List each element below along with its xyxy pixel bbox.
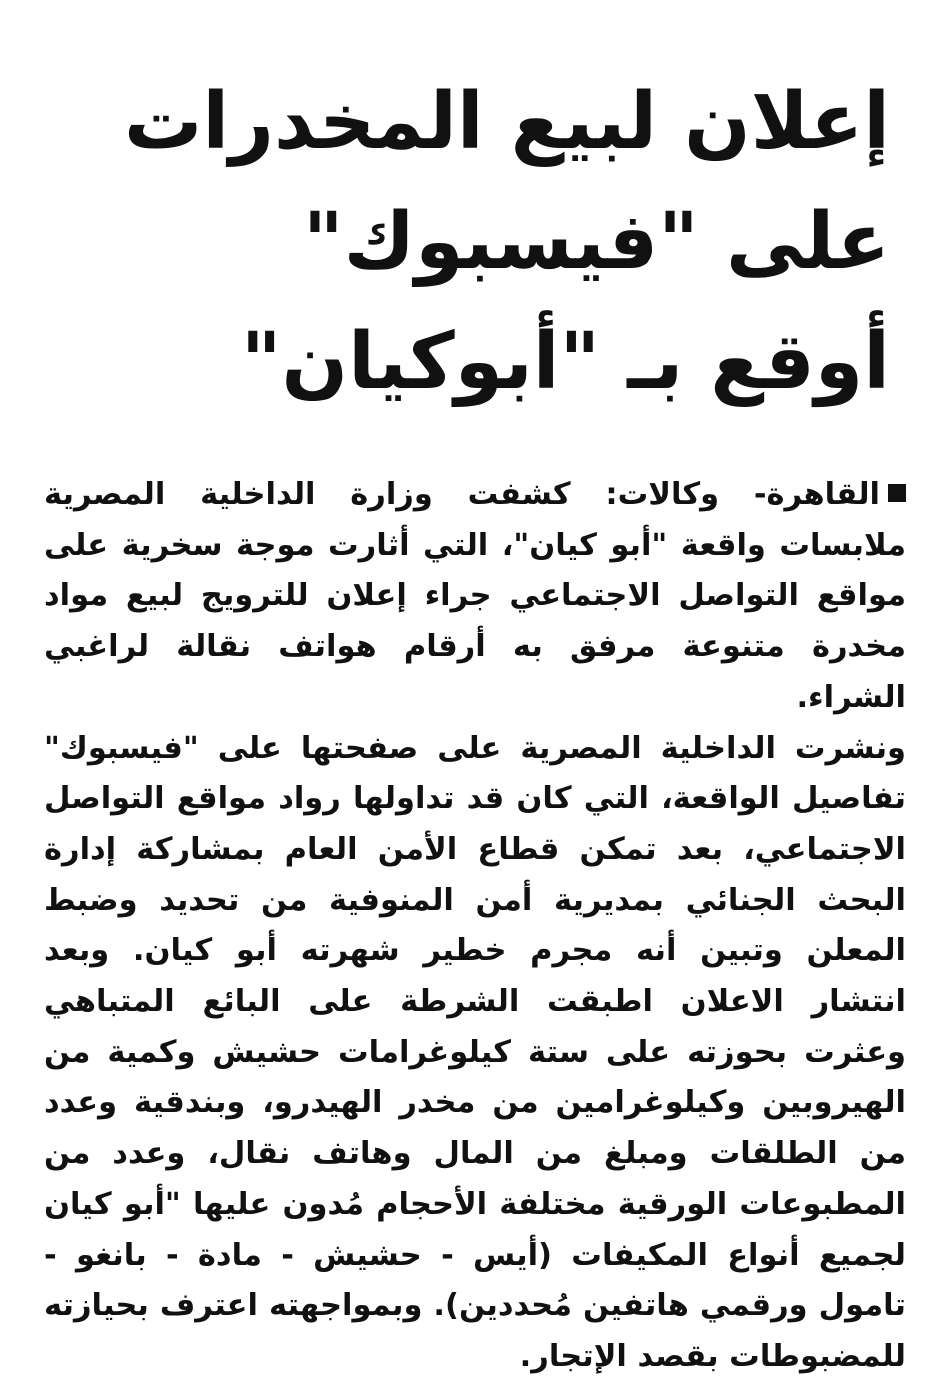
article-paragraph-1-text: القاهرة- وكالات: كشفت وزارة الداخلية المصرية ملابسات واقعة "أبو كيان"، التي أثارت موجة سخرية على مواقع التواصل الاجتماعي جراء إعلان للترويج لبيع مواد مخدرة متنوعة مرفق به أرقام هواتف نقالة لراغبي الشراء. [44,477,906,715]
headline-line-1: إعلان لبيع المخدرات [124,77,890,167]
article-paragraph-1 [44,470,906,724]
headline-line-3: أوقع بـ "أبوكيان" [240,317,890,407]
headline [50,62,890,422]
article-body [44,470,906,1383]
bullet-square-icon [888,484,906,502]
headline-line-2: على "فيسبوك" [303,197,890,287]
article-paragraph-2: ونشرت الداخلية المصرية على صفحتها على "فيسبوك" تفاصيل الواقعة، التي كان قد تداولها رواد مواقع التواصل الاجتماعي، بعد تمكن قطاع الأمن العام بمشاركة إدارة البحث الجنائي بمديرية أمن المنوفية من تحديد وضبط المعلن وتبين أنه مجرم خطير شهرته أبو كيان. وبعد انتشار الاعلان اطبقت الشرطة على البائع المتباهي وعثرت بحوزته على ستة كيلوغرامات حشيش وكمية من الهيروبين وكيلوغرامين من مخدر الهيدرو، وبندقية وعدد من الطلقات ومبلغ من المال وهاتف نقال، وعدد من المطبوعات الورقية مختلفة الأحجام مُدون عليها "أبو كيان لجميع أنواع المكيفات (أيس - حشيش - مادة - بانغو - تامول ورقمي هاتفين مُحددين). وبمواجهته اعترف بحيازته للمضبوطات بقصد الإتجار. [44,730,906,1374]
